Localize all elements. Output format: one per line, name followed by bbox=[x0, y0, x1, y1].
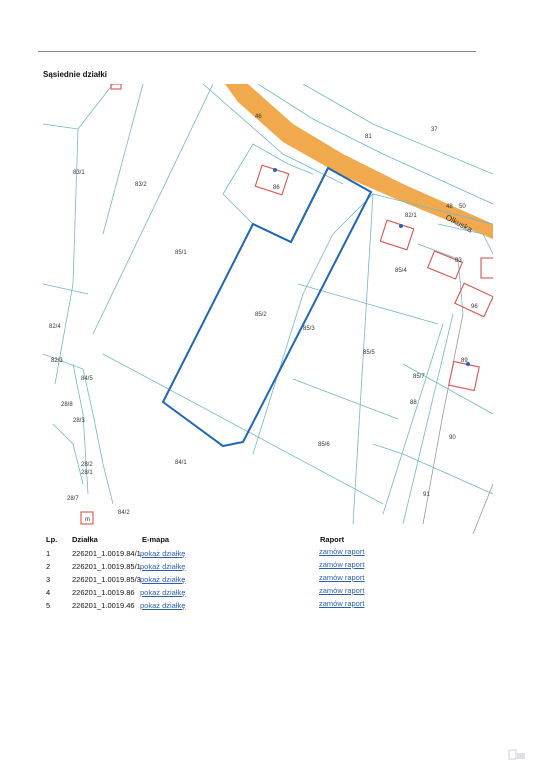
order-report-link[interactable]: zamów raport bbox=[319, 573, 365, 582]
parcel-map bbox=[43, 84, 493, 534]
label-28-8: 28/8 bbox=[61, 402, 73, 408]
street-label-olkuska: Olkuska bbox=[444, 212, 474, 235]
label-96: 96 bbox=[471, 304, 478, 310]
row-lp: 4 bbox=[46, 588, 51, 597]
label-m: m bbox=[85, 517, 90, 523]
label-85-7: 85/7 bbox=[413, 374, 425, 380]
highlighted-parcel-85-2 bbox=[163, 168, 371, 446]
show-parcel-link[interactable]: pokaż działkę bbox=[140, 562, 186, 571]
show-parcel-link[interactable]: pokaż działkę bbox=[140, 588, 186, 597]
show-parcel-link[interactable]: pokaż działkę bbox=[140, 575, 186, 584]
row-lp: 1 bbox=[46, 549, 51, 558]
label-28-2: 28/2 bbox=[81, 462, 93, 468]
row-lp: 5 bbox=[46, 601, 51, 610]
label-83-2: 83/2 bbox=[135, 182, 147, 188]
label-50: 50 bbox=[459, 204, 466, 210]
label-28-7: 28/7 bbox=[67, 496, 79, 502]
row-dzialka: 226201_1.0019.46 bbox=[72, 601, 135, 610]
label-84-2: 84/2 bbox=[118, 510, 130, 516]
label-90: 90 bbox=[449, 435, 456, 441]
label-28-1: 28/1 bbox=[81, 470, 93, 476]
table-row bbox=[44, 549, 484, 561]
table-row bbox=[44, 562, 484, 574]
label-89: 89 bbox=[461, 358, 468, 364]
header-emapa: E-mapa bbox=[142, 535, 170, 544]
label-28-3: 28/3 bbox=[73, 418, 85, 424]
row-lp: 3 bbox=[46, 575, 51, 584]
label-37: 37 bbox=[431, 127, 438, 133]
label-83-1: 83/1 bbox=[73, 170, 85, 176]
header-dzialka: Działka bbox=[72, 535, 98, 544]
table-row bbox=[44, 575, 484, 587]
header-rule bbox=[38, 51, 476, 52]
section-title: Sąsiednie działki bbox=[43, 70, 108, 79]
label-46: 46 bbox=[255, 114, 262, 120]
header-raport: Raport bbox=[320, 535, 345, 544]
table-row bbox=[44, 588, 484, 600]
label-88: 88 bbox=[410, 400, 417, 406]
row-dzialka: 226201_1.0019.85/3 bbox=[72, 575, 141, 584]
buildings bbox=[81, 84, 493, 524]
show-parcel-link[interactable]: pokaż działkę bbox=[140, 549, 186, 558]
label-85-5: 85/5 bbox=[363, 350, 375, 356]
label-86: 86 bbox=[273, 185, 280, 191]
label-82-1: 82/1 bbox=[405, 213, 417, 219]
label-84-5: 84/5 bbox=[81, 376, 93, 382]
header-lp: Lp. bbox=[46, 535, 58, 544]
order-report-link[interactable]: zamów raport bbox=[319, 586, 365, 595]
table-row bbox=[44, 601, 484, 613]
order-report-link[interactable]: zamów raport bbox=[319, 560, 365, 569]
order-report-link[interactable]: zamów raport bbox=[319, 547, 365, 556]
label-85-1: 85/1 bbox=[175, 250, 187, 256]
label-85-6: 85/6 bbox=[318, 442, 330, 448]
label-84-1: 84/1 bbox=[175, 460, 187, 466]
parcel-boundaries bbox=[43, 84, 493, 524]
label-85-4: 85/4 bbox=[395, 268, 407, 274]
marker-82-1 bbox=[399, 224, 403, 228]
marker-86 bbox=[273, 168, 277, 172]
label-48: 48 bbox=[446, 204, 453, 210]
label-85-2: 85/2 bbox=[255, 312, 267, 318]
row-dzialka: 226201_1.0019.86 bbox=[72, 588, 135, 597]
label-91: 91 bbox=[423, 492, 430, 498]
show-parcel-link[interactable]: pokaż działkę bbox=[140, 601, 186, 610]
label-85-3: 85/3 bbox=[303, 326, 315, 332]
row-lp: 2 bbox=[46, 562, 51, 571]
watermark-logo-icon bbox=[508, 748, 526, 762]
label-83: 83 bbox=[455, 258, 462, 264]
label-82-3: 82/3 bbox=[51, 358, 63, 364]
label-81: 81 bbox=[365, 134, 372, 140]
order-report-link[interactable]: zamów raport bbox=[319, 599, 365, 608]
grey-boundaries bbox=[423, 314, 493, 534]
label-82-4: 82/4 bbox=[49, 324, 61, 330]
row-dzialka: 226201_1.0019.85/1 bbox=[72, 562, 141, 571]
row-dzialka: 226201_1.0019.84/1 bbox=[72, 549, 141, 558]
